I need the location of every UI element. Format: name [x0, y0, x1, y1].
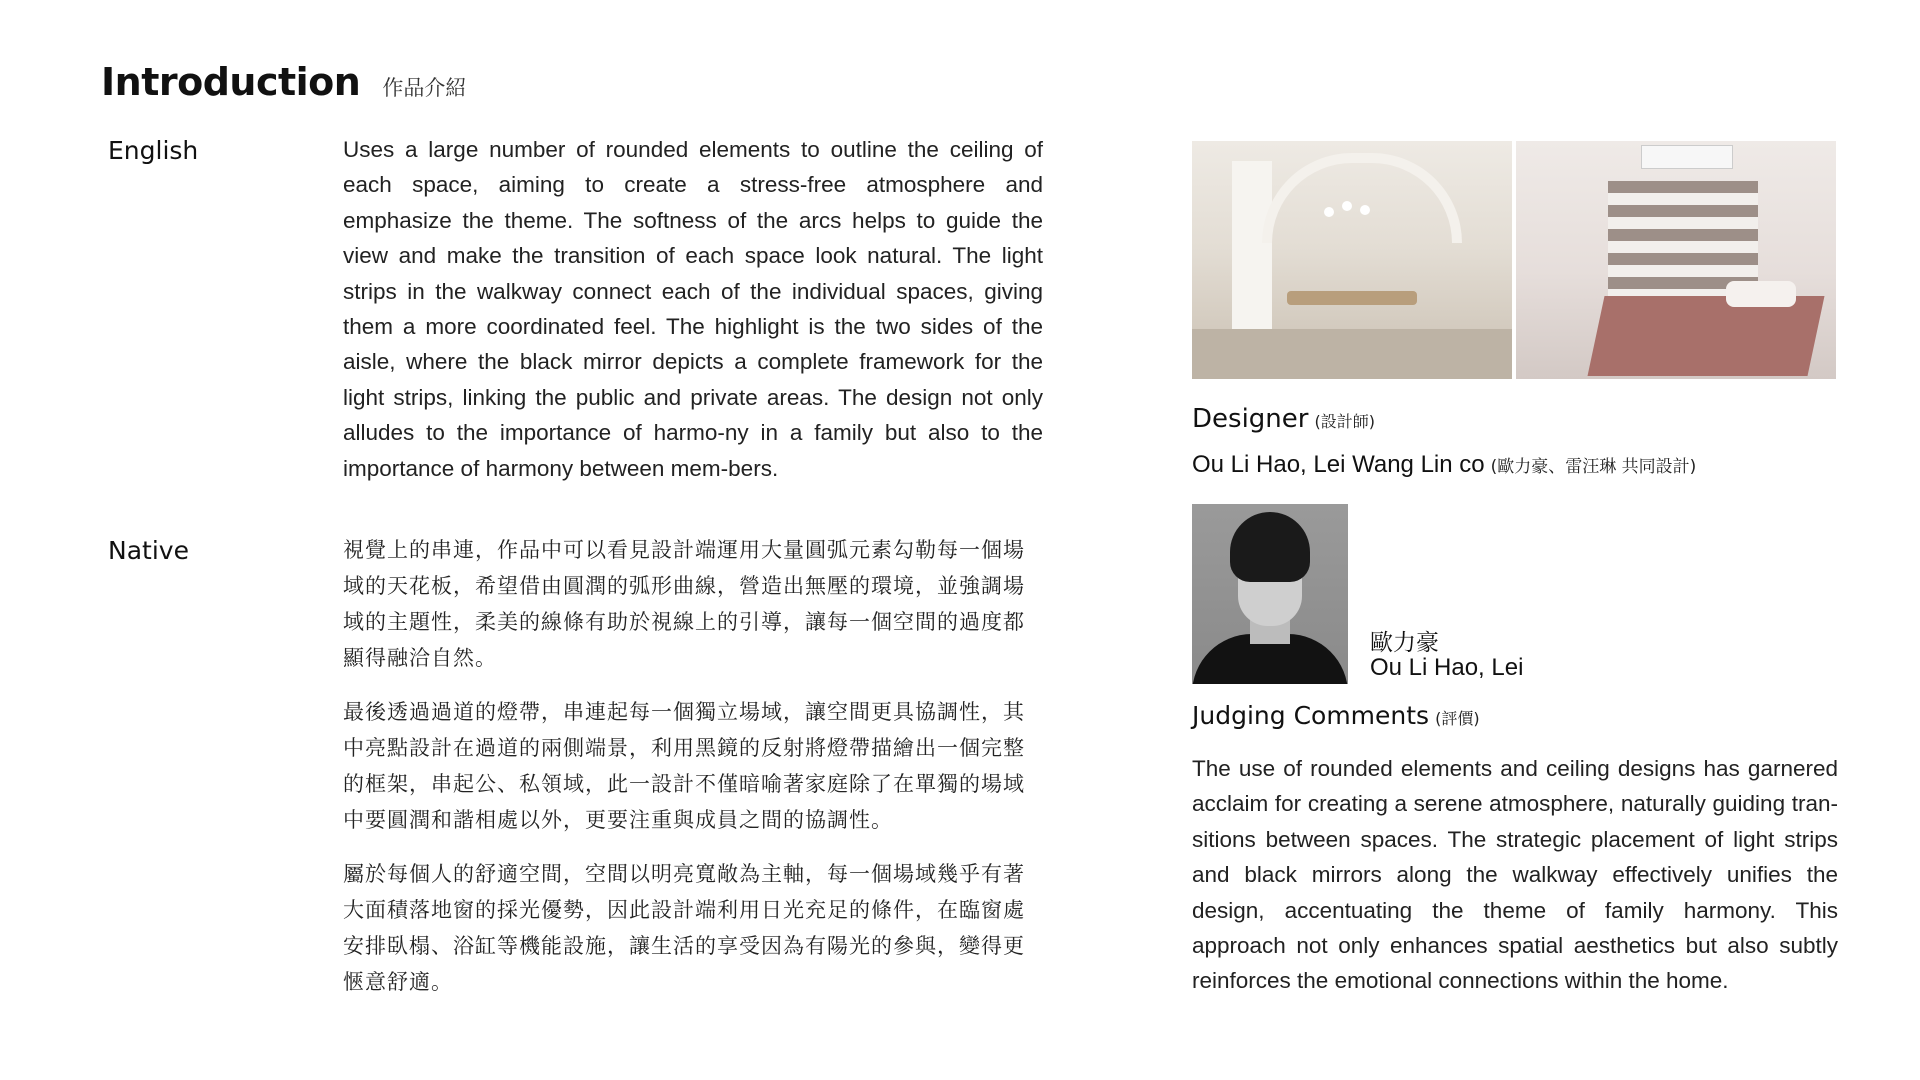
english-label: English [108, 136, 199, 165]
designer-label-native: (設計師) [1314, 412, 1375, 431]
portrait-name-native: 歐力豪 [1370, 630, 1439, 656]
portrait-hair [1230, 512, 1310, 582]
designer-heading [1192, 404, 1375, 434]
page-title: Introduction [101, 60, 361, 104]
judging-comments-text: The use of rounded elements and ceiling designs has garnered acclaim for creating a serene atmosphere, naturally guiding tran-sitions between spaces. The strategic placement of light strips and black mirrors along the walkway effectively unifies the design, accentuating the theme of family harmony. This approach not only enhances spatial aesthetics but also subtly reinforces the emotional connections within the home. [1192, 756, 1838, 994]
ceiling-arch-shape [1262, 153, 1462, 243]
judging-label: Judging Comments [1192, 701, 1430, 730]
dining-room-photo [1192, 141, 1512, 379]
floor-shape [1192, 329, 1512, 379]
native-paragraph-1: 視覺上的串連，作品中可以看見設計端運用大量圓弧元素勾勒每一個場域的天花板，希望借由圓潤的弧形曲線，營造出無壓的環境，並強調場域的主題性，柔美的線條有助於視線上的引導，讓每一個空間的過度都顯得融洽自然。 [343, 538, 1025, 670]
native-paragraph-3: 屬於每個人的舒適空間，空間以明亮寬敞為主軸，每一個場域幾乎有著大面積落地窗的採光優勢，因此設計端利用日光充足的條件，在臨窗處安排臥榻、浴缸等機能設施，讓生活的享受因為有陽光的參與，變得更愜意舒適。 [343, 862, 1025, 994]
portrait-name: Ou Li Hao, Lei [1370, 654, 1524, 681]
judging-heading [1192, 701, 1480, 730]
designer-names [1192, 451, 1696, 479]
bedroom-photo [1516, 141, 1836, 379]
interior-photos [1192, 141, 1836, 379]
judging-label-native: (評價) [1435, 709, 1480, 728]
native-label: Native [108, 536, 189, 565]
page-subtitle: 作品介紹 [382, 76, 467, 100]
native-paragraph-2: 最後透過過道的燈帶，串連起每一個獨立場域，讓空間更具協調性，其中亮點設計在過道的兩側端景，利用黑鏡的反射將燈帶描繪出一個完整的框架，串起公、私領域，此一設計不僅暗喻著家庭除了在單獨的場域中要圓潤和諧相處以外，更要注重與成員之間的協調性。 [343, 700, 1025, 832]
pendant-lamp-shape [1342, 201, 1352, 211]
air-conditioner-shape [1641, 145, 1733, 169]
designer-names-native: (歐力豪、雷汪琳 共同設計) [1490, 457, 1697, 477]
designer-names-text: Ou Li Hao, Lei Wang Lin co [1192, 451, 1485, 478]
page-header [101, 60, 466, 104]
designer-label: Designer [1192, 404, 1309, 434]
dining-table-shape [1287, 291, 1417, 305]
designer-portrait [1192, 504, 1348, 684]
english-description: Uses a large number of rounded elements to outline the ceiling of each space, aiming to create a stress-free atmosphere and emphasize the theme. The softness of the arcs helps to guide the view and make the transition of each space look natural. The light strips in the walkway connect each of the individual spaces, giving them a more coordinated feel. The highlight is the two sides of the aisle, where the black mirror depicts a complete framework for the light strips, linking the public and private areas. The design not only alludes to the importance of harmo-ny in a family but also to the importance of harmony between mem-bers. [343, 137, 1043, 481]
bed-shape [1587, 296, 1824, 376]
pillow-shape [1726, 281, 1796, 307]
